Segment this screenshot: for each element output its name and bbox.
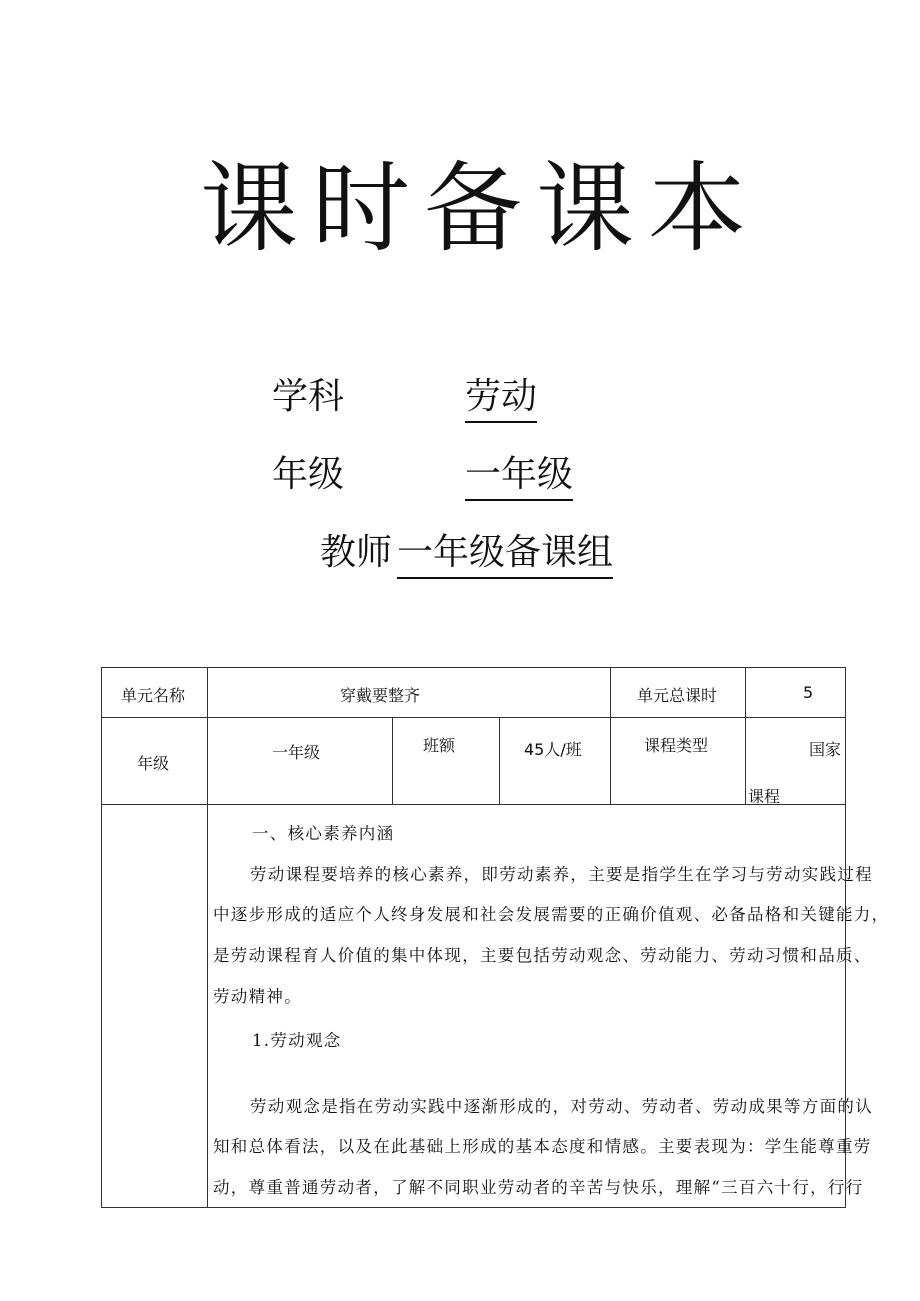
table-border bbox=[745, 667, 746, 804]
teacher-label: 教师 bbox=[320, 532, 393, 573]
grade-cell-value: 一年级 bbox=[272, 743, 321, 762]
paragraph-line: 动，尊重普通劳动者，了解不同职业劳动者的辛苦与快乐，理解“三百六十行，行行 bbox=[213, 1178, 864, 1197]
table-border bbox=[101, 804, 845, 805]
course-type-value-2: 课程 bbox=[748, 787, 781, 806]
document-title: 课时备课本 bbox=[200, 152, 761, 266]
paragraph-line: 中逐步形成的适应个人终身发展和社会发展需要的正确价值观、必备品格和关键能力， bbox=[213, 905, 890, 924]
grade-cell-label: 年级 bbox=[137, 754, 170, 773]
table-border bbox=[845, 667, 846, 1208]
table-border bbox=[392, 717, 393, 804]
table-border bbox=[207, 667, 208, 1208]
unit-name-value: 穿戴要整齐 bbox=[340, 686, 421, 705]
teacher-value: 一年级备课组 bbox=[397, 524, 613, 579]
class-size-value: 45人/班 bbox=[524, 740, 582, 759]
class-size-label: 班额 bbox=[423, 736, 456, 755]
table-border bbox=[101, 667, 102, 1208]
grade-label: 年级 bbox=[272, 454, 345, 495]
paragraph-line: 是劳动课程育人价值的集中体现，主要包括劳动观念、劳动能力、劳动习惯和品质、 bbox=[213, 946, 872, 965]
table-border bbox=[610, 667, 611, 804]
table-border bbox=[101, 1207, 845, 1208]
section-heading: 一、核心素养内涵 bbox=[252, 824, 395, 843]
unit-hours-label: 单元总课时 bbox=[637, 686, 718, 705]
course-type-label: 课程类型 bbox=[644, 736, 709, 755]
subject-label: 学科 bbox=[272, 376, 345, 417]
grade-value: 一年级 bbox=[465, 446, 573, 501]
paragraph-line: 劳动观念是指在劳动实践中逐渐形成的，对劳动、劳动者、劳动成果等方面的认 bbox=[250, 1097, 873, 1116]
table-border bbox=[499, 717, 500, 804]
paragraph-line: 劳动课程要培养的核心素养，即劳动素养，主要是指学生在学习与劳动实践过程 bbox=[250, 865, 873, 884]
paragraph-line: 知和总体看法，以及在此基础上形成的基本态度和情感。主要表现为：学生能尊重劳 bbox=[213, 1137, 872, 1156]
unit-name-label: 单元名称 bbox=[121, 686, 186, 705]
subsection-heading: 1.劳动观念 bbox=[252, 1031, 342, 1050]
subject-value: 劳动 bbox=[465, 368, 537, 423]
unit-hours-value: 5 bbox=[803, 683, 814, 702]
paragraph-line: 劳动精神。 bbox=[213, 987, 302, 1006]
table-border bbox=[101, 717, 845, 718]
table-border bbox=[101, 667, 845, 668]
course-type-value-1: 国家 bbox=[809, 740, 842, 759]
